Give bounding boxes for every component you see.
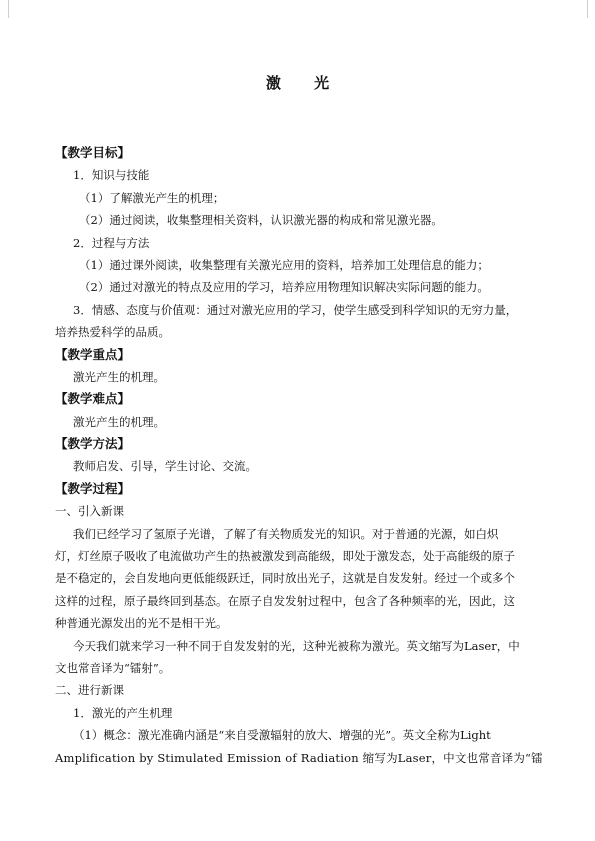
subsection-heading-new-lesson: 二、进行新课 xyxy=(55,683,124,698)
text-line: （1）通过课外阅读，收集整理有关激光应用的资料，培养加工处理信息的能力； xyxy=(79,257,489,272)
paragraph-line: 是不稳定的，会自发地向更低能级跃迁，同时放出光子，这就是自发发射。经过一个或多个 xyxy=(55,571,515,586)
section-heading-difficulties: 【教学难点】 xyxy=(55,391,131,407)
document-body xyxy=(55,142,545,769)
text-line: （2）通过阅读，收集整理相关资料，认识激光器的构成和常见激光器。 xyxy=(79,213,443,228)
paragraph-line: 文也常音译为“镭射”。 xyxy=(55,660,171,675)
text-line: 2．过程与方法 xyxy=(73,235,150,250)
text-line: 激光产生的机理。 xyxy=(73,414,165,429)
text-line: 激光产生的机理。 xyxy=(73,369,165,384)
text-line: （2）通过对激光的特点及应用的学习，培养应用物理知识解决实际问题的能力。 xyxy=(79,280,489,295)
paragraph-line: 灯，灯丝原子吸收了电流做功产生的热被激发到高能级，即处于激发态，处于高能级的原子 xyxy=(55,549,515,564)
text-line: （1）了解激光产生的机理； xyxy=(79,190,225,205)
text-line: Amplification by Stimulated Emission of Radiation 缩写为Laser，中文也常音译为“镭 xyxy=(55,750,543,765)
text-line: 3．情感、态度与价值观：通过对激光应用的学习，使学生感受到科学知识的无穷力量， xyxy=(73,302,518,317)
section-heading-process: 【教学过程】 xyxy=(55,480,131,496)
paragraph-line: 这样的过程，原子最终回到基态。在原子自发发射过程中，包含了各种频率的光，因此，这 xyxy=(55,593,515,608)
paragraph-line: 今天我们就来学习一种不同于自发发射的光，这种光被称为激光。英文缩写为Laser，中 xyxy=(73,638,520,653)
section-heading-methods: 【教学方法】 xyxy=(55,436,131,452)
paragraph-line: 我们已经学习了氢原子光谱，了解了有关物质发光的知识。对于普通的光源，如白炽 xyxy=(73,526,499,541)
text-line: 教师启发、引导，学生讨论、交流。 xyxy=(73,459,257,474)
page-title: 激 光 xyxy=(265,74,344,92)
text-line: 1．激光的产生机理 xyxy=(73,705,173,720)
paragraph-line: 种普通光源发出的光不是相干光。 xyxy=(55,616,228,631)
section-heading-objectives: 【教学目标】 xyxy=(55,145,131,160)
text-line: 培养热爱科学的品质。 xyxy=(55,325,170,340)
text-line: 1．知识与技能 xyxy=(73,168,150,183)
subsection-heading-intro: 一、引入新课 xyxy=(55,504,124,519)
section-heading-key-points: 【教学重点】 xyxy=(55,346,131,362)
text-line: （1）概念：激光准确内涵是“来自受激辐射的放大、增强的光”。英文全称为Light xyxy=(73,728,491,743)
page-border xyxy=(8,0,588,18)
